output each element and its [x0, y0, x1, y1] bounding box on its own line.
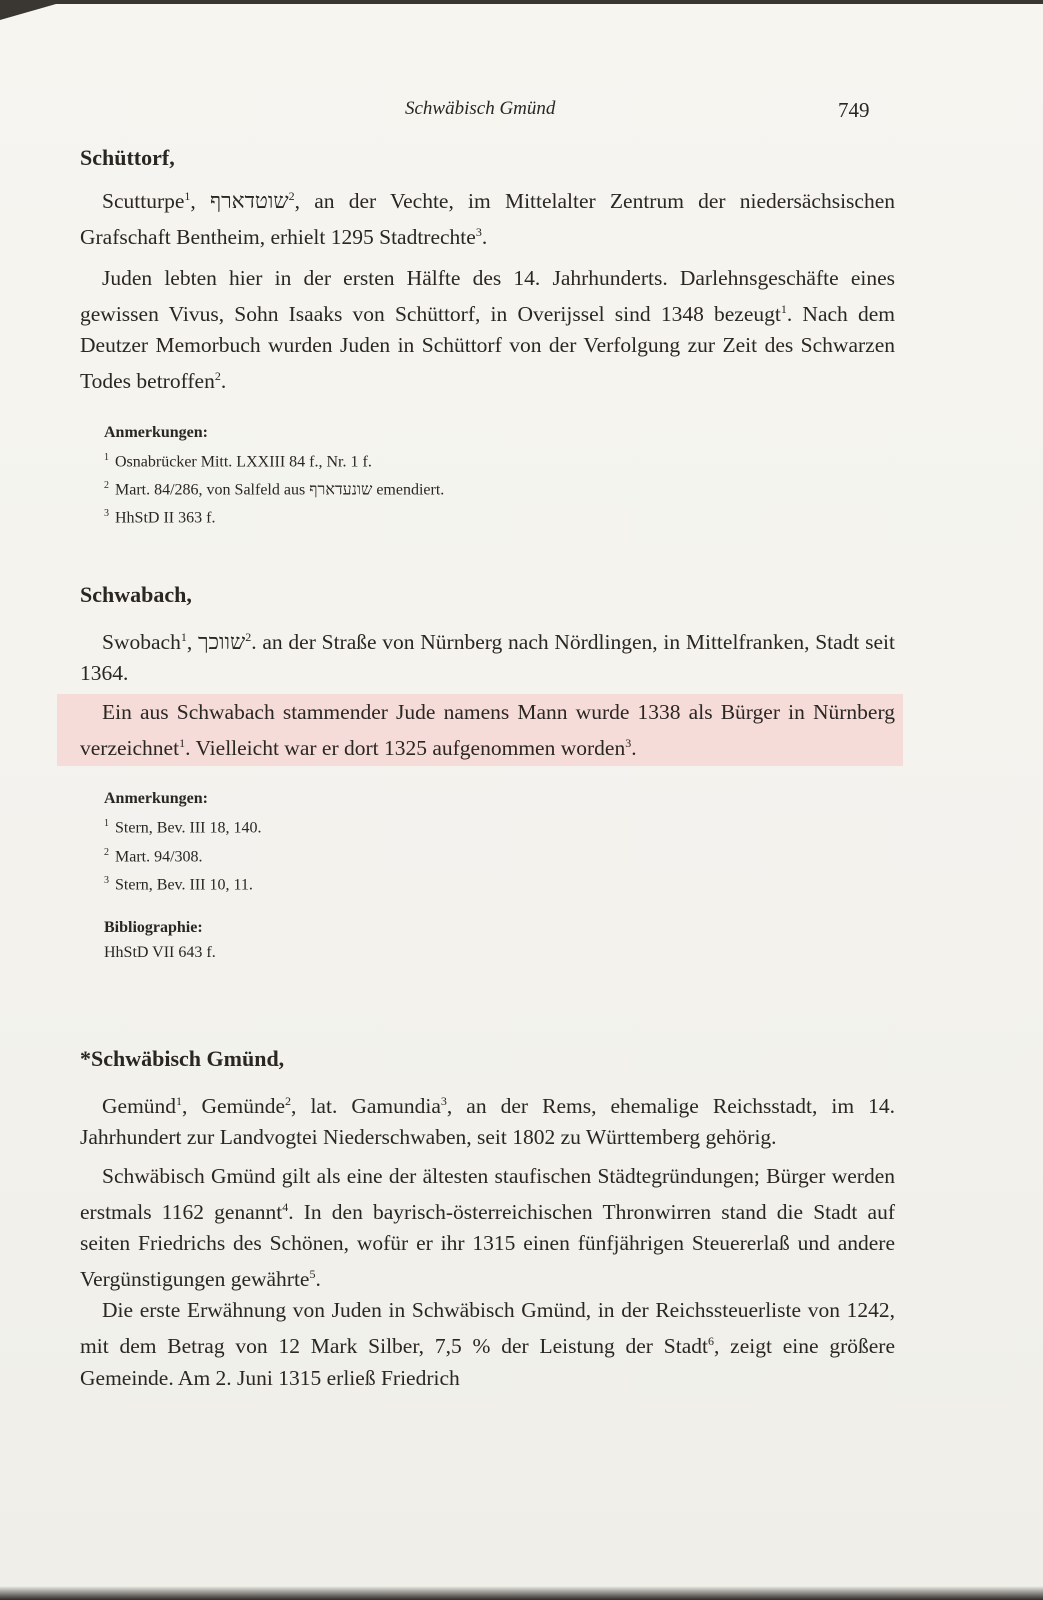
paragraph: Die erste Erwähnung von Juden in Schwäbisch Gmünd, in der Reichssteuerliste von 1242, mit dem Betrag von 12 Mark Silber, 7,5 % der Leistung der Stadt$^6$, zeigt eine größere Gemeinde. Am 2. Juni 1315 erließ Friedrich — [80, 1298, 896, 1390]
note-item: $^3$ Stern, Bev. III 10, 11. — [104, 874, 253, 894]
note-item: $^1$ Stern, Bev. III 18, 140. — [104, 818, 262, 837]
note-item: $^2$ Mart. 84/286, von Salfeld aus שונעדארף emendiert. — [104, 479, 445, 499]
bibliography-label: Bibliographie: — [104, 919, 203, 937]
page-corner — [0, 0, 70, 20]
notes-label: Anmerkungen: — [104, 423, 209, 441]
paragraph: Juden lebten hier in der ersten Hälfte des 14. Jahrhunderts. Darlehnsgeschäfte eines gewissen Vivus, Sohn Isaaks von Schüttorf, in Overijssel sind 1348 bezeugt$^1$. Nach dem Deutzer Memorbuch wurden Juden in Schüttorf von der Verfolgung zur Zeit des Schwarzen Todes betroffen$^2$. — [80, 266, 895, 394]
bottom-edge — [0, 1586, 1043, 1600]
note-item: $^3$ HhStD II 363 f. — [104, 508, 216, 527]
section-title: Schüttorf, — [80, 145, 175, 170]
note-item: $^1$ Osnabrücker Mitt. LXXIII 84 f., Nr. 1 f. — [104, 451, 372, 470]
note-item: $^2$ Mart. 94/308. — [104, 846, 203, 865]
paragraph: Swobach$^1$, שווכך$^2$. an der Straße von Nürnberg nach Nördlingen, in Mittelfranken, Stadt seit 1364. — [80, 630, 895, 686]
hebrew-text: שווכך — [197, 630, 246, 655]
notes-label: Anmerkungen: — [104, 790, 209, 808]
page-number: 749 — [838, 98, 870, 122]
highlighted-paragraph: Ein aus Schwabach stammender Jude namens Mann wurde 1338 als Bürger in Nürnberg verzeichnet$^1$. Vielleicht war er dort 1325 aufgenommen worden$^3$. — [80, 700, 895, 761]
section-schwaebisch-gmuend — [80, 1046, 895, 1394]
section-title: *Schwäbisch Gmünd, — [80, 1046, 285, 1071]
top-edge — [0, 0, 1043, 4]
running-title: Schwäbisch Gmünd — [405, 98, 556, 119]
paragraph: Schwäbisch Gmünd gilt als eine der ältesten staufischen Städtegründungen; Bürger werden erstmals 1162 genannt$^4$. In den bayrisch-österreichischen Thronwirren stand die Stadt auf seiten Friedrichs des Schönen, wofür er ihr 1315 einen fünfjährigen Steuererlaß und andere Vergünstigungen gewährte$^5$. — [80, 1164, 895, 1292]
hebrew-text: שוטדארף — [209, 189, 289, 214]
hebrew-text: שונעדארף — [309, 481, 373, 499]
paragraph: Gemünd$^1$, Gemünde$^2$, lat. Gamundia$^3$, an der Rems, ehemalige Reichsstadt, im 14. Jahrhundert zur Landvogtei Niederschwaben, seit 1802 zu Württemberg gehörig. — [80, 1094, 895, 1150]
paragraph: Scutturpe$^1$, שוטדארף$^2$, an der Vechte, im Mittelalter Zentrum der niedersächsischen Grafschaft Bentheim, erhielt 1295 Stadtrechte$^3$. — [80, 189, 895, 250]
section-title: Schwabach, — [80, 582, 192, 607]
section-schuettorf — [80, 145, 895, 531]
section-schwabach — [80, 582, 895, 965]
bibliography-entry: HhStD VII 643 f. — [104, 944, 216, 962]
